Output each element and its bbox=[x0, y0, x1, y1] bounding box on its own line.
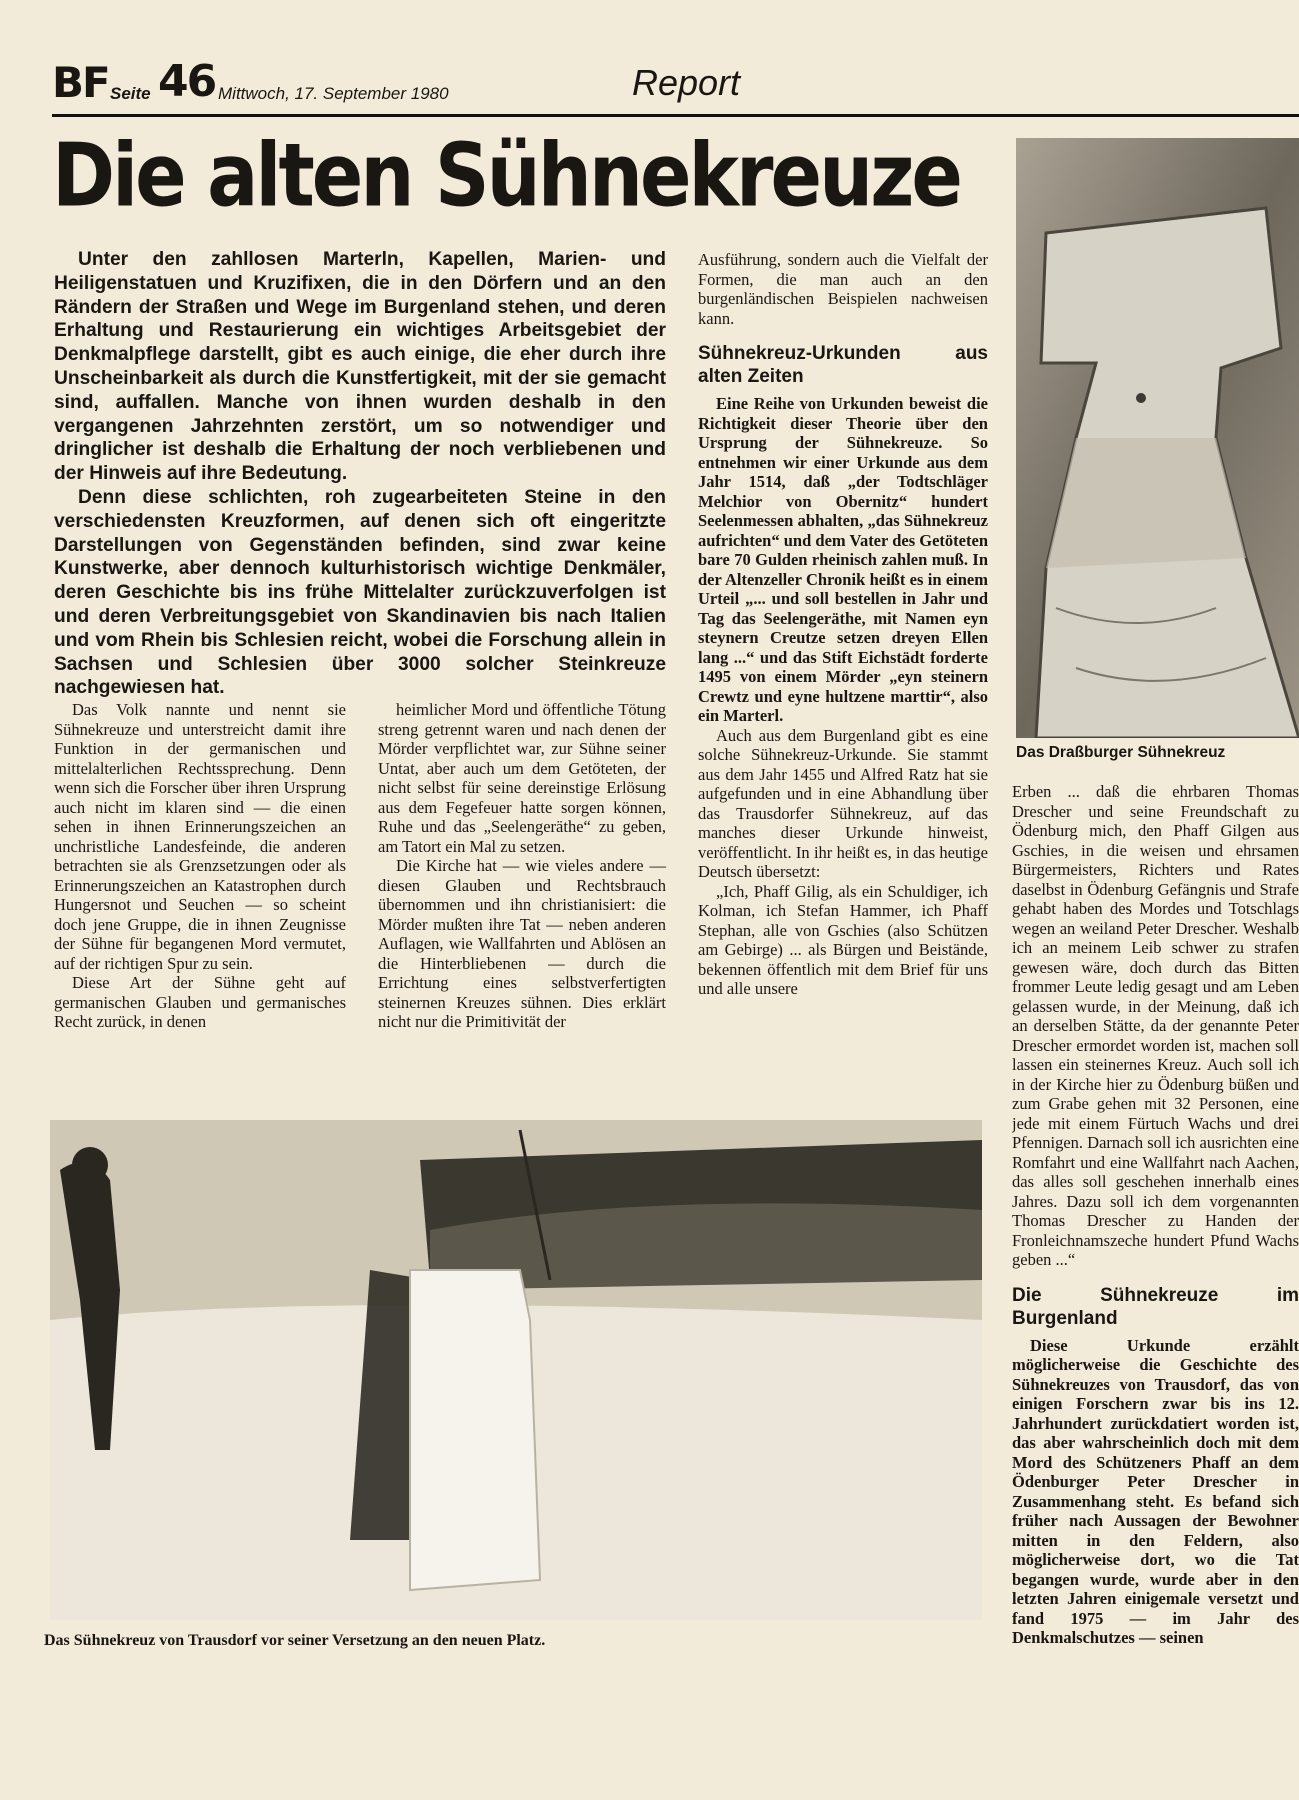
body-paragraph: Erben ... daß die ehrbaren Thomas Drescher und seine Freundschaft zu Ödenburg mich, den Phaff Gilgen aus Gschies, in die weisen und ehrsamen Bürgermeisters, Richters und Rates daselbst in Ödenburg Gefängnis und Strafe gehabt haben des Mordes und Totschlags wegen an weiland Peter Drescher. Weshalb ich an meinem Leib schwer zu strafen gewesen wäre, doch durch das Bitten frommer Leute ledig gesagt und am Leben gelassen wurde, in der Meinung, daß ich an derselben Stätte, da der genannte Peter Drescher ermordet worden ist, machen soll lassen ein steinernes Kreuz. Auch soll ich in der Kirche hier zu Ödenburg büßen und zum Grabe gehen mit 32 Personen, eine jede mit einem Fürtuch Wachs und drei Pfennigen. Darnach soll ich ausrichten eine Romfahrt und eine Wallfahrt nach Aachen, das alles soll geschehen innerhalb eines Jahres. Dazu soll ich dem vorgenannten Thomas Drescher zu Handen der Fronleichnamszeche hundert Pfund Wachs geben ...“ bbox=[1012, 782, 1299, 1269]
issue-date: Mittwoch, 17. September 1980 bbox=[218, 84, 449, 103]
page-label: Seite bbox=[110, 84, 151, 103]
page-number: 46 bbox=[158, 56, 216, 107]
lead-paragraph: Denn diese schlichten, roh zugearbeiteten Steine in den verschiedensten Kreuzformen, auf denen sich oft eingeritzte Darstellungen von Gegenständen befinden, sind zwar keine Kunstwerke, aber dennoch kulturhistorisch wichtige Denkmäler, deren Geschichte bis ins frühe Mittelalter zurückzuverfolgen ist und deren Verbreitungsgebiet von Skandinavien bis nach Italien und vom Rhein bis Schlesien reicht, wobei die Forschung allein in Sachsen und Schlesien über 3000 solcher Steinkreuze nachgewiesen hat. bbox=[54, 486, 666, 699]
body-paragraph: Ausführung, sondern auch die Vielfalt der Formen, die man auch an den burgenländischen Beispielen nachweisen kann. bbox=[698, 250, 988, 328]
publication-logo: BF bbox=[52, 58, 109, 107]
body-column-2 bbox=[378, 700, 666, 1032]
photo-trausdorf-cross bbox=[50, 1120, 982, 1620]
body-column-3 bbox=[698, 250, 988, 999]
photo-drassburg-cross bbox=[1016, 138, 1299, 738]
body-paragraph: Die Kirche hat — wie vieles andere — diesen Glauben und Rechtsbrauch übernommen und ihn christianisiert: die Mörder mußten ihre Tat — neben anderen Auflagen, wie Wallfahrten und Ablösen an die Hinterbliebenen — durch die Errichtung eines selbstverfertigten steinernen Kreuzes sühnen. Dies erklärt nicht nur die Primitivität der bbox=[378, 856, 666, 1031]
photo-drassburg-image bbox=[1016, 138, 1299, 738]
photo-caption-drassburg: Das Draßburger Sühnekreuz bbox=[1016, 744, 1226, 761]
article-lead bbox=[54, 248, 666, 700]
subheading-burgenland: Die Sühnekreuze im Burgenland bbox=[1012, 1284, 1299, 1329]
photo-trausdorf-image bbox=[50, 1120, 982, 1620]
body-paragraph: Auch aus dem Burgenland gibt es eine solche Sühnekreuz-Urkunde. Sie stammt aus dem Jahr 1455 und Alfred Ratz hat sie aufgefunden und in eine Abhandlung über das Trausdorfer Sühnekreuz, auf das manches dieser Urkunde hinweist, veröffentlicht. In ihr heißt es, in das heutige Deutsch übersetzt: bbox=[698, 725, 988, 881]
body-paragraph: Diese Art der Sühne geht auf germanischen Glauben und germanisches Recht zurück, in denen bbox=[54, 973, 346, 1031]
article-headline: Die alten Sühnekreuze bbox=[52, 123, 960, 227]
header-rule bbox=[52, 114, 1299, 117]
body-column-4 bbox=[1012, 782, 1299, 1648]
subheading-urkunden: Sühnekreuz-Urkunden aus alten Zeiten bbox=[698, 343, 988, 387]
body-paragraph: „Ich, Phaff Gilig, als ein Schuldiger, ich Kolman, ich Stefan Hammer, ich Phaff Stephan, alle von Gschies (also Schützen am Gebirge) ... als Bürgen und Beistände, bekennen öffentlich mit dem Brief für uns und alle unsere bbox=[698, 881, 988, 998]
section-title: Report bbox=[632, 62, 741, 103]
body-paragraph: Diese Urkunde erzählt möglicherweise die Geschichte des Sühnekreuzes von Trausdorf, das von einigen Forschern zwar bis ins 12. Jahrhundert zurückdatiert worden ist, das aber wahrscheinlich doch mit dem Mord des Schützeners Phaff an dem Ödenburger Peter Drescher in Zusammenhang steht. Es befand sich früher nach Aussagen der Bewohner mitten in den Feldern, also möglicherweise dort, wo die Tat begangen wurde, wurde aber in den letzten Jahren einigemale versetzt und fand 1975 — im Jahr des Denkmalschutzes — seinen bbox=[1012, 1335, 1299, 1647]
photo-caption-trausdorf: Das Sühnekreuz von Trausdorf vor seiner Versetzung an den neuen Platz. bbox=[44, 1632, 546, 1649]
body-paragraph: Das Volk nannte und nennt sie Sühnekreuze und unterstreicht damit ihre Funktion in der germanischen und mittelalterlichen Rechtssprechung. Denn wenn sich die Forscher über ihren Ursprung auch nicht im klaren sind — die einen sehen in ihnen Erinnerungszeichen an unchristliche Landesfeinde, die anderen betrachten sie als Grenzsetzungen oder als Erinnerungszeichen an Katastrophen durch Hungersnot und Seuchen — so scheint doch jene Gruppe, die in ihnen Zeugnisse der Sühne für begangenen Mord vermutet, auf der richtigen Spur zu sein. bbox=[54, 700, 346, 973]
body-paragraph: Eine Reihe von Urkunden beweist die Richtigkeit dieser Theorie über den Ursprung der Sühnekreuze. So entnehmen wir einer Urkunde aus dem Jahr 1514, daß „der Todtschläger Melchior von Obernitz“ hundert Seelenmessen abhalten, „das Sühnekreuz aufrichten“ und dem Vater des Getöteten bare 70 Gulden rheinisch zahlen muß. In der Altenzeller Chronik heißt es in einem Urteil „... und soll bestellen in Jahr und Tag das Seelengeräthe, mit Namen eyn steynern Creutze setzen dreyen Ellen lang ...“ und das Stift Eichstädt forderte 1495 von einem Mörder „eyn steinern Crewtz und eyne hultzene marttir“, also ein Marterl. bbox=[698, 394, 988, 725]
lead-paragraph: Unter den zahllosen Marterln, Kapellen, Marien- und Heiligenstatuen und Kruzifixen, die in den Dörfern und an den Rändern der Straßen und Wege im Burgenland stehen, und deren Erhaltung und Restaurierung ein wichtiges Arbeitsgebiet der Denkmalpflege darstellt, gibt es auch einige, die eher durch ihre Unscheinbarkeit als durch die Kunstfertigkeit, mit der sie gemacht sind, auffallen. Manche von ihnen wurden deshalb in den vergangenen Jahrzehnten zerstört, um so notwendiger und dringlicher ist deshalb die Erhaltung der noch verbliebenen und der Hinweis auf ihre Bedeutung. bbox=[54, 249, 666, 485]
body-paragraph: heimlicher Mord und öffentliche Tötung streng getrennt waren und nach denen der Mörder verpflichtet war, zur Sühne seiner Untat, aber auch um dem Getöteten, der nicht selbst für seine dereinstige Erlösung aus dem Fegefeuer hatte sorgen können, Ruhe und das „Seelengeräthe“ zu geben, am Tatort ein Mal zu setzen. bbox=[378, 700, 666, 856]
body-column-1 bbox=[54, 700, 346, 1032]
